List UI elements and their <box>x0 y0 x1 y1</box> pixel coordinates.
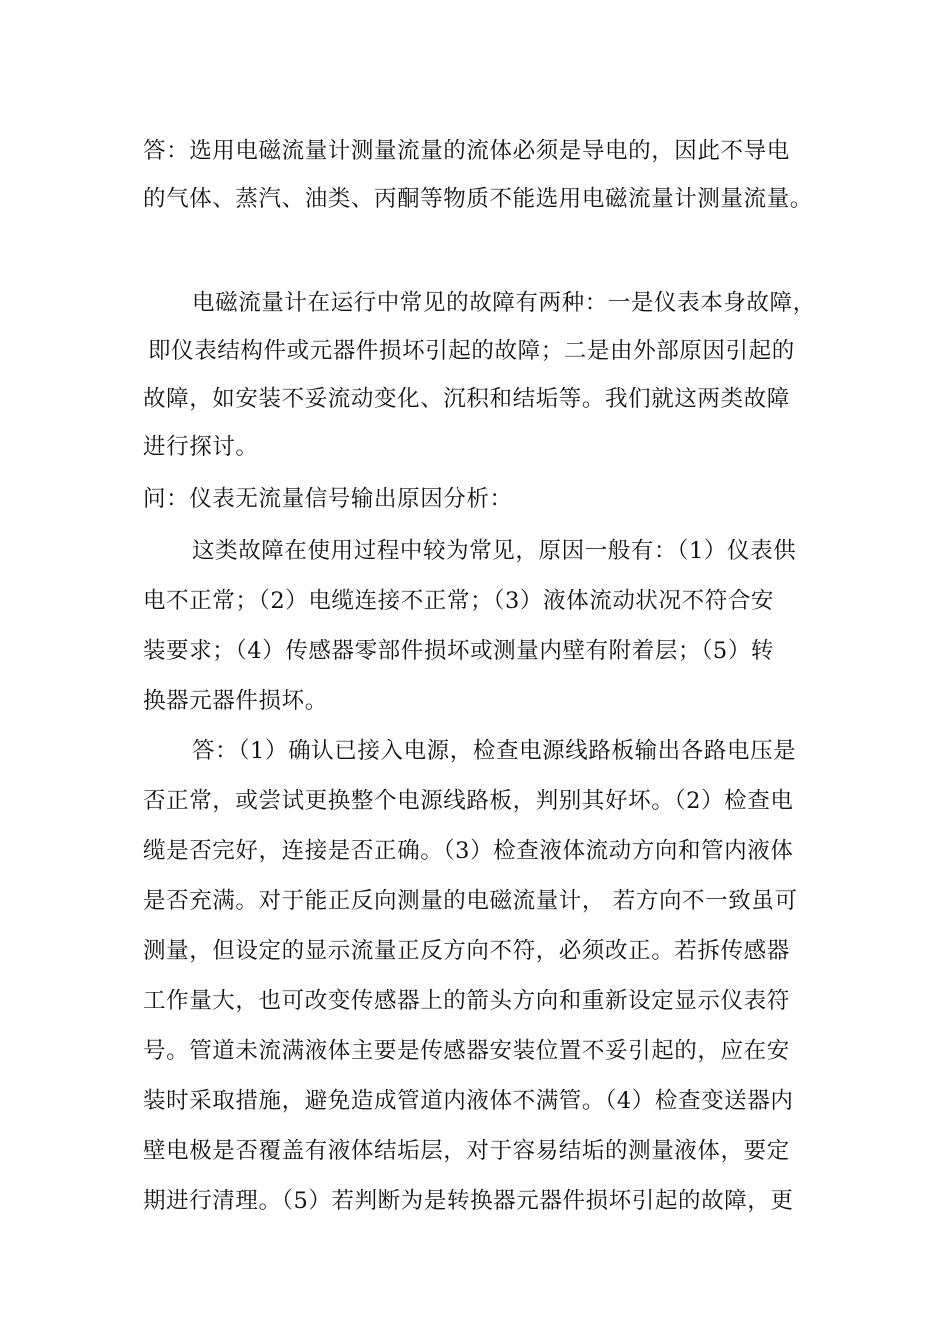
text-line-9: 电不正常；（2）电缆连接不正常；（3）液体流动状况不符合安 <box>143 588 775 614</box>
text-line-10: 装要求；（4）传感器零部件损坏或测量内壁有附着层；（5）转 <box>143 638 775 664</box>
text-line-3: 电磁流量计在运行中常见的故障有两种：一是仪表本身故障， <box>192 290 816 316</box>
text-line-19: 装时采取措施，避免造成管道内液体不满管。（4）检查变送器内 <box>143 1088 794 1114</box>
text-line-21: 期进行清理。（5）若判断为是转换器元器件损坏引起的故障，更 <box>143 1188 794 1214</box>
text-line-20: 壁电极是否覆盖有液体结垢层，对于容易结垢的测量液体，要定 <box>143 1138 790 1164</box>
text-line-8: 这类故障在使用过程中较为常见，原因一般有：（1）仪表供 <box>192 538 797 564</box>
text-line-16: 测量，但设定的显示流量正反方向不符，必须改正。若拆传感器 <box>143 938 790 964</box>
text-line-7: 问：仪表无流量信号输出原因分析： <box>143 486 513 512</box>
text-line-4: 即仪表结构件或元器件损坏引起的故障；二是由外部原因引起的 <box>148 338 795 364</box>
text-line-15: 是否充满。对于能正反向测量的电磁流量计， 若方向不一致虽可 <box>143 888 798 914</box>
text-line-17: 工作量大，也可改变传感器上的箭头方向和重新设定显示仪表符 <box>143 988 790 1014</box>
text-line-11: 换器元器件损坏。 <box>143 688 328 714</box>
text-line-1: 答：选用电磁流量计测量流量的流体必须是导电的，因此不导电 <box>143 138 790 164</box>
text-line-2: 的气体、蒸汽、油类、丙酮等物质不能选用电磁流量计测量流量。 <box>143 186 813 212</box>
text-line-6: 进行探讨。 <box>143 434 259 460</box>
text-line-13: 否正常，或尝试更换整个电源线路板，判别其好坏。（2）检查电 <box>143 788 794 814</box>
text-line-5: 故障，如安装不妥流动变化、沉积和结垢等。我们就这两类故障 <box>143 386 790 412</box>
text-line-14: 缆是否完好，连接是否正确。（3）检查液体流动方向和管内液体 <box>143 838 794 864</box>
text-line-12: 答：（1）确认已接入电源，检查电源线路板输出各路电压是 <box>192 738 797 764</box>
text-line-18: 号。管道未流满液体主要是传感器安装位置不妥引起的，应在安 <box>143 1038 790 1064</box>
